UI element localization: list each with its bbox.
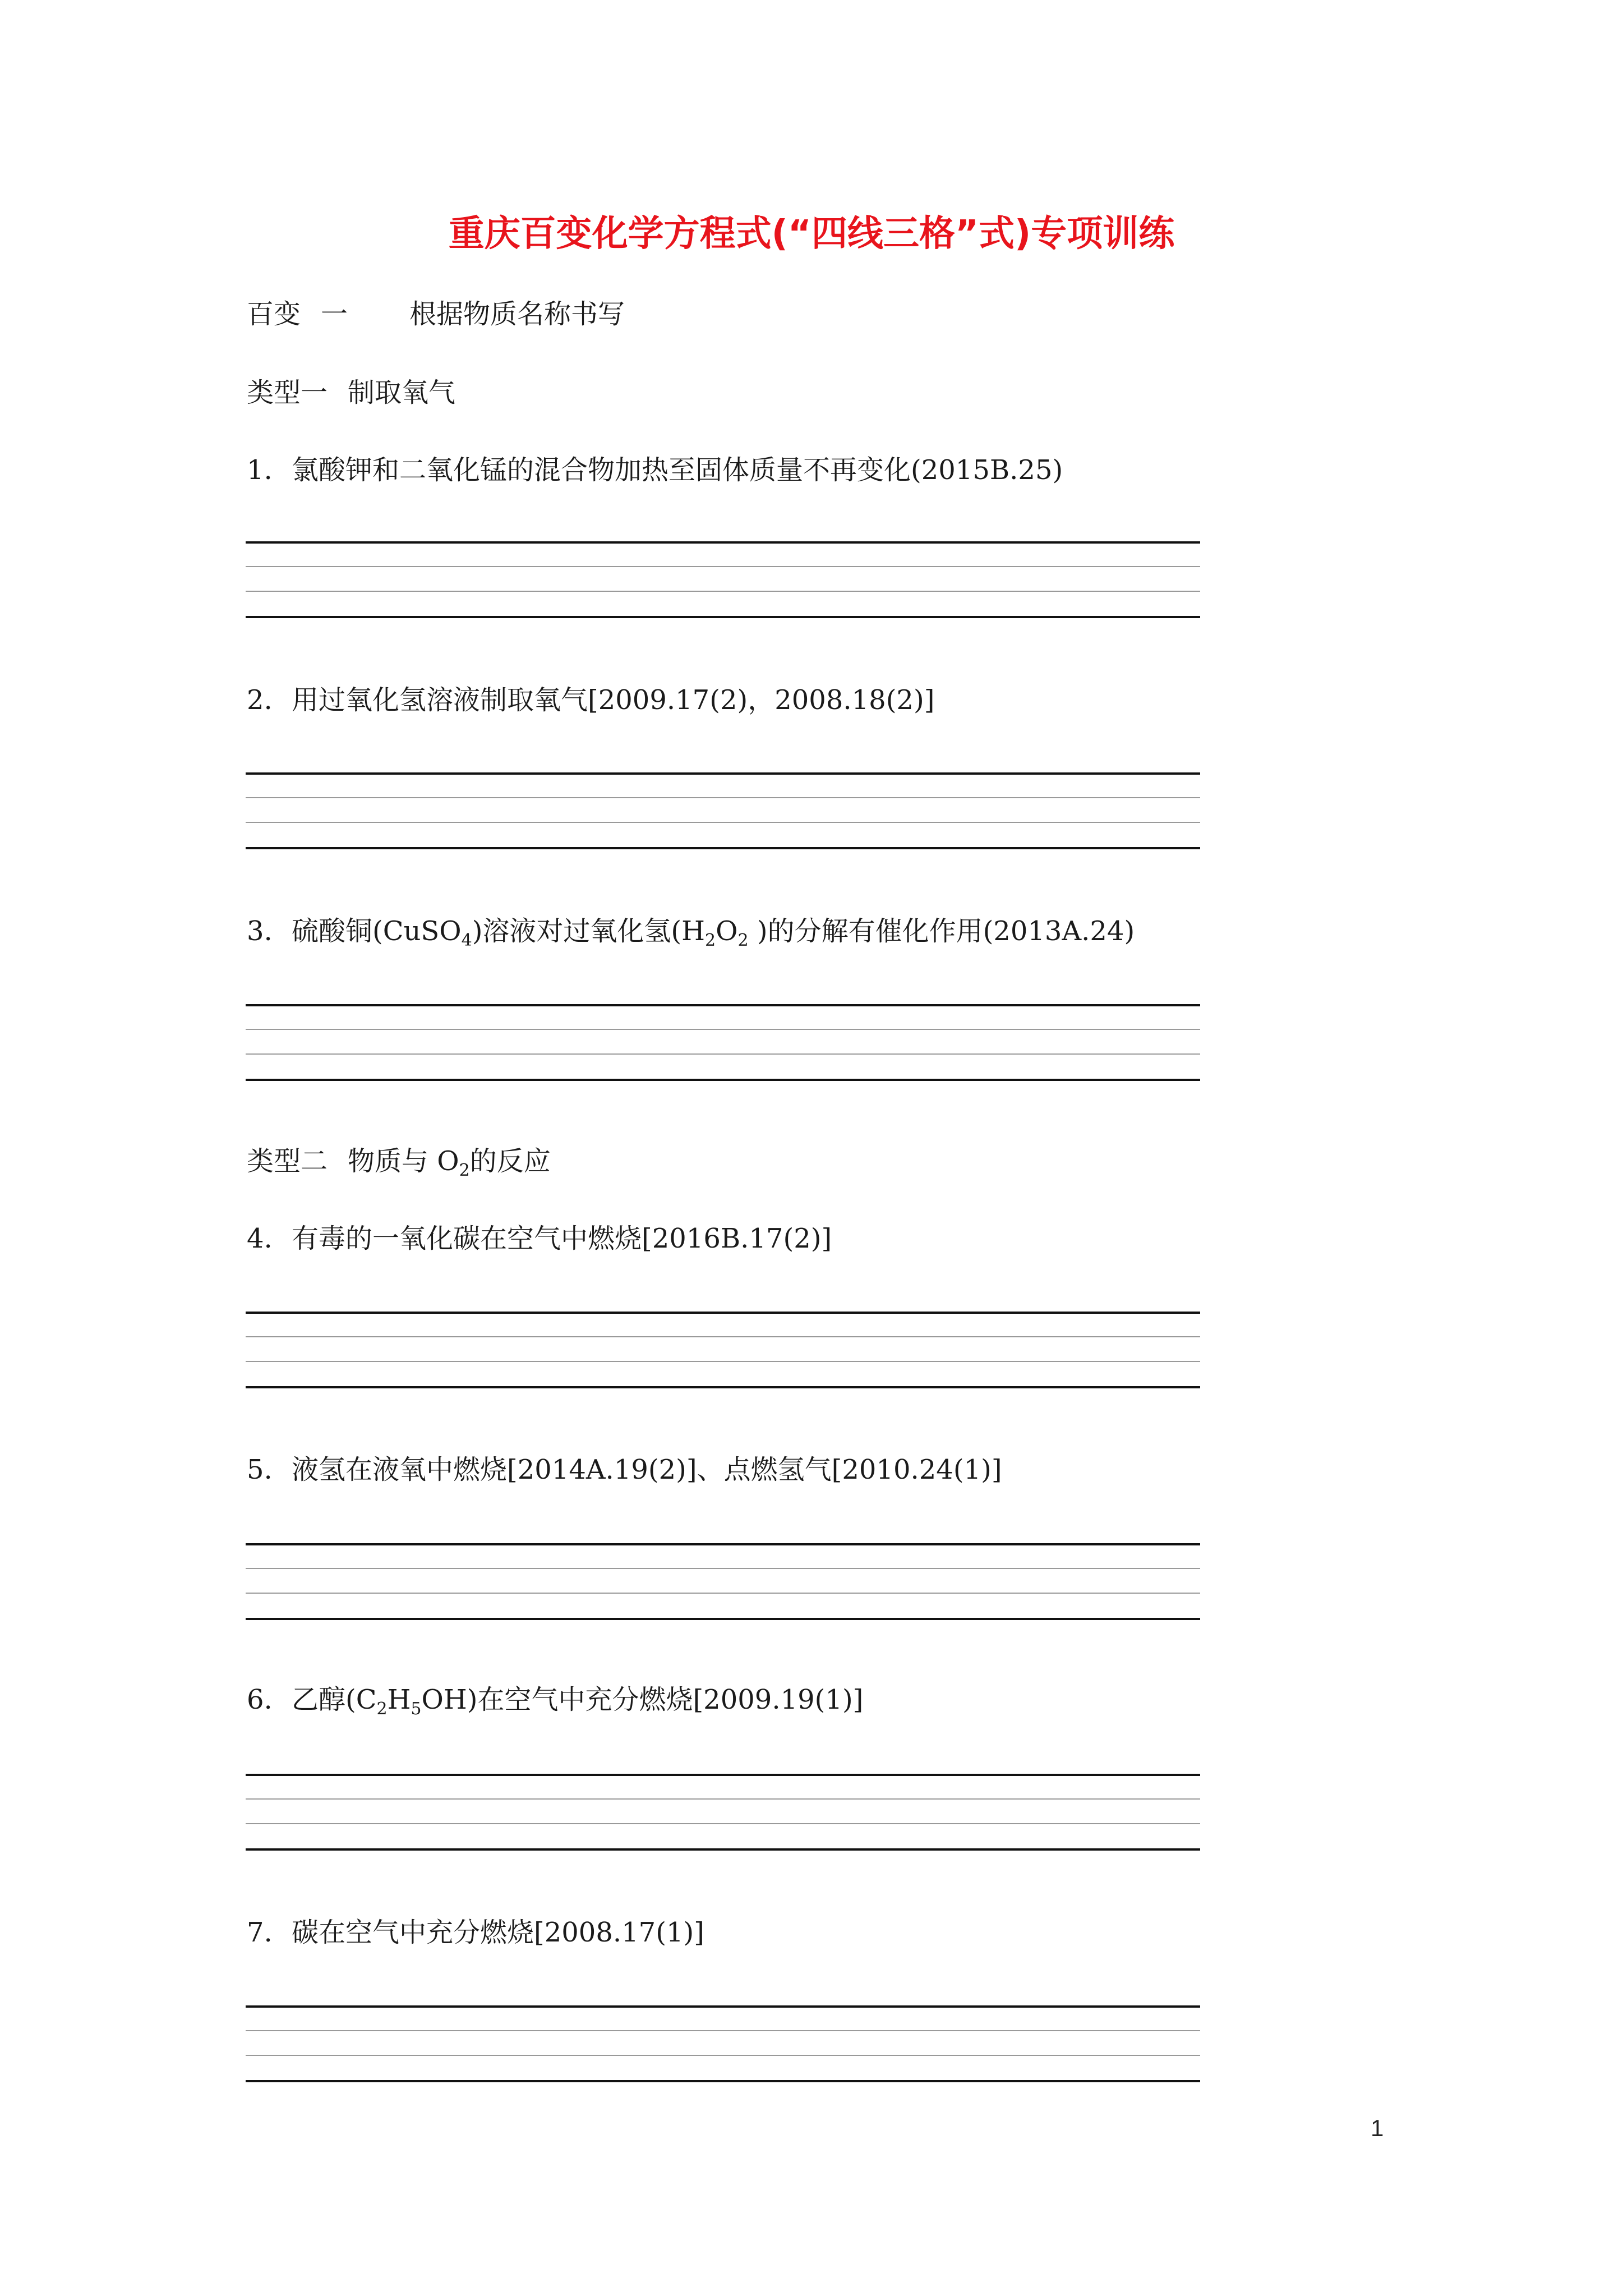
grid-line-top	[246, 541, 1200, 544]
question-text-part: )溶液对过氧化氢(H	[472, 915, 706, 947]
question-text: 碳在空气中充分燃烧[2008.17(1)]	[292, 1917, 704, 1948]
question-number: 1.	[247, 454, 273, 486]
question-7	[247, 1916, 704, 1949]
grid-line-mid1	[246, 1029, 1200, 1030]
question-text: 液氢在液氧中燃烧[2014A.19(2)]、点燃氢气[2010.24(1)]	[292, 1454, 1002, 1485]
question-number: 5.	[247, 1454, 273, 1485]
grid-line-top	[246, 1774, 1200, 1776]
grid-line-mid1	[246, 797, 1200, 798]
question-6	[247, 1683, 863, 1717]
question-text-part: 乙醇(C	[292, 1684, 377, 1715]
grid-line-top	[246, 1004, 1200, 1006]
grid-line-bottom	[246, 1386, 1200, 1388]
question-text: 有毒的一氧化碳在空气中燃烧[2016B.17(2)]	[292, 1223, 832, 1254]
answer-grid-6[interactable]	[246, 1774, 1200, 1851]
grid-line-bottom	[246, 1618, 1200, 1620]
answer-grid-4[interactable]	[246, 1312, 1200, 1388]
answer-grid-2[interactable]	[246, 772, 1200, 849]
question-text-part: 硫酸铜(CuSO	[292, 915, 462, 947]
grid-line-bottom	[246, 616, 1200, 618]
question-text-part: )的分解有催化作用(2013A.24)	[748, 915, 1135, 947]
type-label: 类型二	[247, 1145, 328, 1177]
type-name-part: 的反应	[469, 1145, 551, 1177]
section-heading	[247, 297, 625, 331]
grid-line-mid2	[246, 1053, 1200, 1055]
grid-line-mid1	[246, 1336, 1200, 1337]
section-label: 百变	[247, 298, 301, 330]
answer-grid-3[interactable]	[246, 1004, 1200, 1081]
question-text-part: OH)在空气中充分燃烧[2009.19(1)]	[421, 1684, 864, 1715]
question-number: 3.	[247, 915, 273, 947]
question-5	[247, 1453, 1002, 1487]
question-number: 2.	[247, 684, 273, 716]
answer-grid-1[interactable]	[246, 541, 1200, 618]
question-text: 用过氧化氢溶液制取氧气[2009.17(2)，2008.18(2)]	[292, 684, 935, 716]
question-text-part: O	[716, 915, 738, 947]
subscript: 5	[411, 1699, 422, 1719]
question-number: 6.	[247, 1684, 273, 1715]
grid-line-bottom	[246, 2080, 1200, 2082]
grid-line-bottom	[246, 847, 1200, 849]
grid-line-mid2	[246, 822, 1200, 823]
answer-grid-5[interactable]	[246, 1543, 1200, 1620]
grid-line-top	[246, 1312, 1200, 1314]
subscript: 2	[376, 1699, 388, 1719]
grid-line-bottom	[246, 1848, 1200, 1851]
grid-line-bottom	[246, 1079, 1200, 1081]
question-3	[247, 914, 1135, 948]
grid-line-mid2	[246, 1823, 1200, 1824]
type-name: 制取氧气	[348, 377, 456, 408]
grid-line-top	[246, 772, 1200, 775]
question-number: 7.	[247, 1917, 273, 1948]
type-label: 类型一	[247, 377, 328, 408]
type-heading-1	[247, 376, 455, 409]
question-text: 氯酸钾和二氧化锰的混合物加热至固体质量不再变化(2015B.25)	[292, 454, 1063, 486]
grid-line-mid1	[246, 566, 1200, 567]
question-number: 4.	[247, 1223, 273, 1254]
grid-line-mid2	[246, 2055, 1200, 2056]
subscript: 2	[459, 1161, 470, 1180]
section-number: 一	[321, 298, 348, 330]
grid-line-top	[246, 1543, 1200, 1545]
grid-line-mid2	[246, 1593, 1200, 1594]
answer-grid-7[interactable]	[246, 2005, 1200, 2082]
grid-line-mid2	[246, 591, 1200, 592]
question-2	[247, 683, 934, 717]
grid-line-mid2	[246, 1361, 1200, 1362]
question-1	[247, 453, 1063, 487]
section-title: 根据物质名称书写	[409, 298, 625, 330]
subscript: 2	[737, 931, 749, 950]
subscript: 2	[705, 931, 716, 950]
question-text-part: H	[387, 1684, 411, 1715]
subscript: 4	[461, 931, 472, 950]
type-heading-2	[247, 1144, 551, 1178]
grid-line-mid1	[246, 1798, 1200, 1800]
grid-line-mid1	[246, 2030, 1200, 2031]
page-title: 重庆百变化学方程式(“四线三格”式)专项训练	[448, 213, 1175, 255]
page-number: 1	[1371, 2115, 1384, 2141]
grid-line-top	[246, 2005, 1200, 2008]
grid-line-mid1	[246, 1568, 1200, 1569]
question-4	[247, 1222, 832, 1255]
type-name-part: 物质与 O	[348, 1145, 459, 1177]
